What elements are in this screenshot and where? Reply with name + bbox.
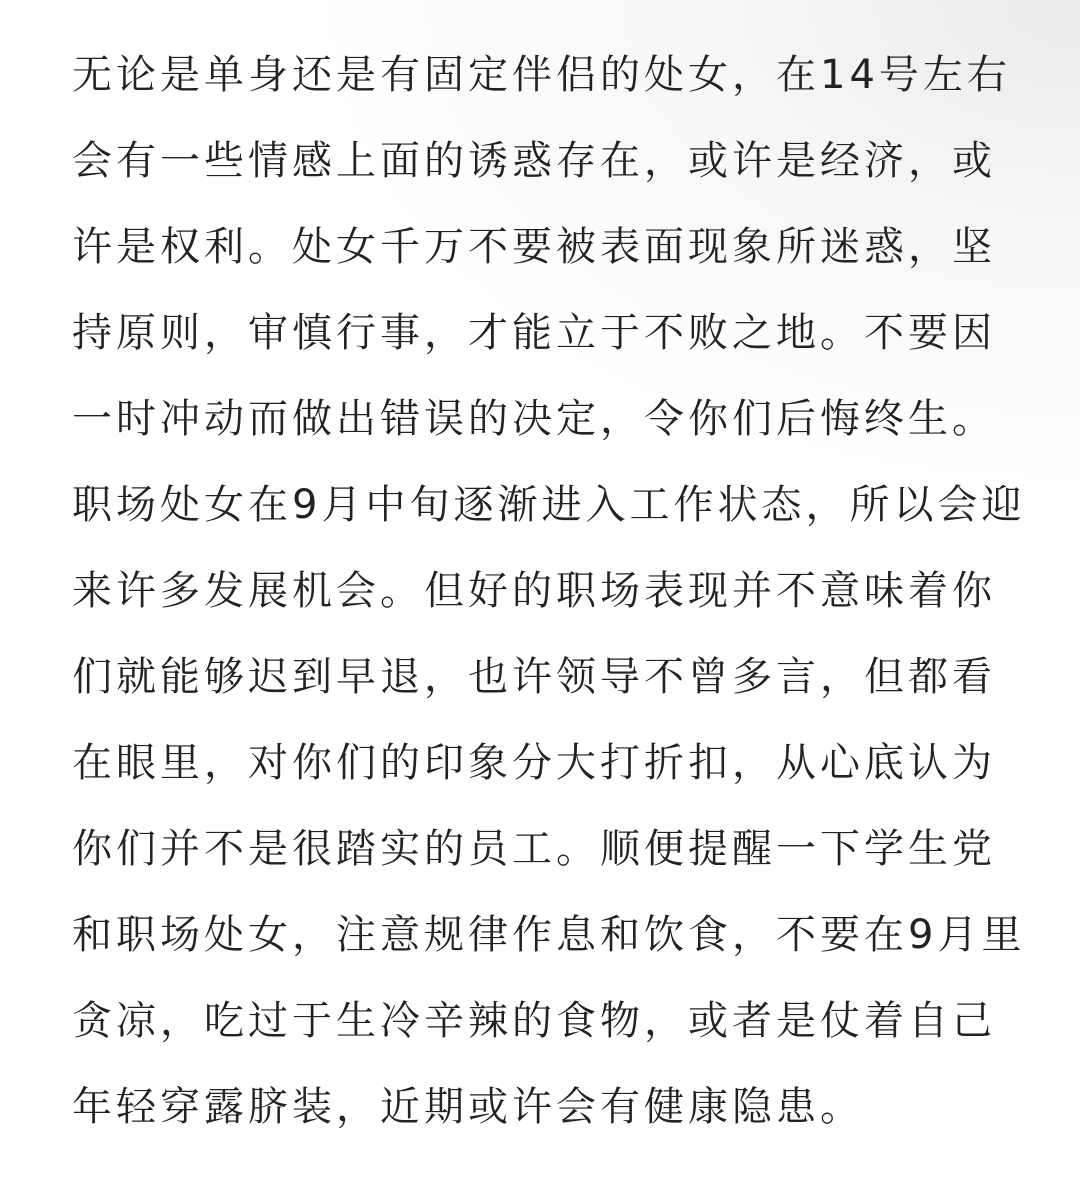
text-line-9: 在眼里，对你们的印象分大打折扣，从心底认为 (72, 740, 996, 786)
text-line-7: 来许多发展机会。但好的职场表现并不意味着你 (72, 568, 996, 614)
text-line-1: 无论是单身还是有固定伴侣的处女，在14号左右 (72, 52, 1011, 98)
text-line-12: 贪凉，吃过于生冷辛辣的食物，或者是仗着自己 (72, 998, 996, 1044)
text-line-5: 一时冲动而做出错误的决定，令你们后悔终生。 (72, 396, 996, 442)
text-line-6: 职场处女在9月中旬逐渐进入工作状态，所以会迎 (72, 482, 1026, 528)
text-line-2: 会有一些情感上面的诱惑存在，或许是经济，或 (72, 138, 996, 184)
text-line-10: 你们并不是很踏实的员工。顺便提醒一下学生党 (72, 826, 996, 872)
text-line-4: 持原则，审慎行事，才能立于不败之地。不要因 (72, 310, 996, 356)
text-line-3: 许是权利。处女千万不要被表面现象所迷惑，坚 (72, 224, 996, 270)
text-line-11: 和职场处女，注意规律作息和饮食，不要在9月里 (72, 912, 1026, 958)
text-line-8: 们就能够迟到早退，也许领导不曾多言，但都看 (72, 654, 996, 700)
text-line-13: 年轻穿露脐装，近期或许会有健康隐患。 (72, 1084, 864, 1130)
article-text (72, 32, 1026, 1150)
